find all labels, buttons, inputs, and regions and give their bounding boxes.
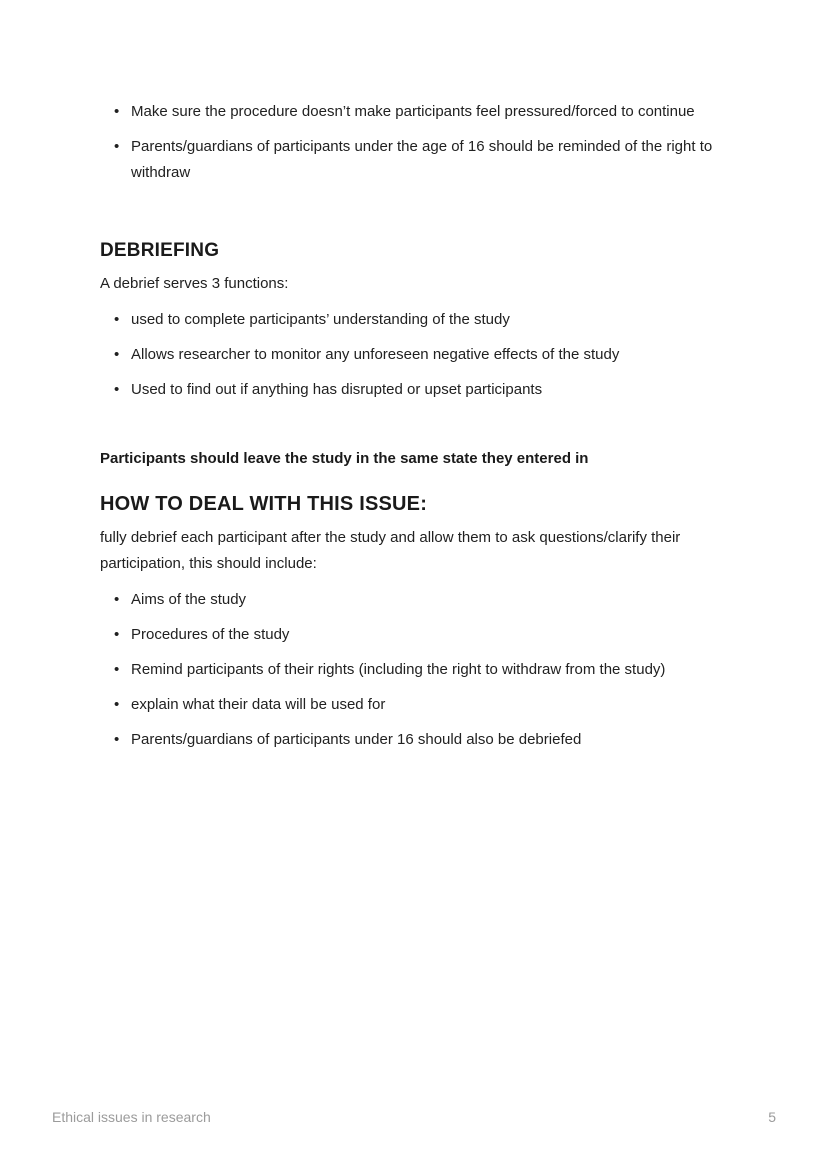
debriefing-bullet-list (100, 307, 728, 403)
emphasis-statement: Participants should leave the study in the same state they entered in (100, 450, 589, 467)
how-to-deal-heading: HOW TO DEAL WITH THIS ISSUE: (100, 493, 428, 515)
how-to-deal-bullet-list (100, 587, 728, 753)
debriefing-heading: DEBRIEFING (100, 240, 220, 261)
bullet-item: • Parents/guardians of participants under the age of 16 should be reminded of the right to withdraw (122, 134, 728, 186)
bullet-item: • explain what their data will be used for (122, 692, 728, 718)
bullet-item: • Allows researcher to monitor any unforeseen negative effects of the study (122, 342, 728, 368)
how-to-deal-intro: fully debrief each participant after the study and allow them to ask questions/clarify their participation, this should include: (100, 529, 681, 572)
footer-page-number: 5 (768, 1109, 776, 1125)
bullet-item: • Parents/guardians of participants under 16 should also be debriefed (122, 727, 728, 753)
bullet-item: • Remind participants of their rights (including the right to withdraw from the study) (122, 657, 728, 683)
page-footer (52, 1109, 776, 1125)
debriefing-intro: A debrief serves 3 functions: (100, 275, 289, 292)
bullet-item: • Procedures of the study (122, 622, 728, 648)
top-bullet-list (100, 99, 728, 186)
footer-title: Ethical issues in research (52, 1109, 211, 1125)
bullet-item: • Used to find out if anything has disrupted or upset participants (122, 377, 728, 403)
bullet-item: • Make sure the procedure doesn’t make participants feel pressured/forced to continue (122, 99, 728, 125)
bullet-item: • used to complete participants’ understanding of the study (122, 307, 728, 333)
document-content (100, 0, 728, 762)
bullet-item: • Aims of the study (122, 587, 728, 613)
